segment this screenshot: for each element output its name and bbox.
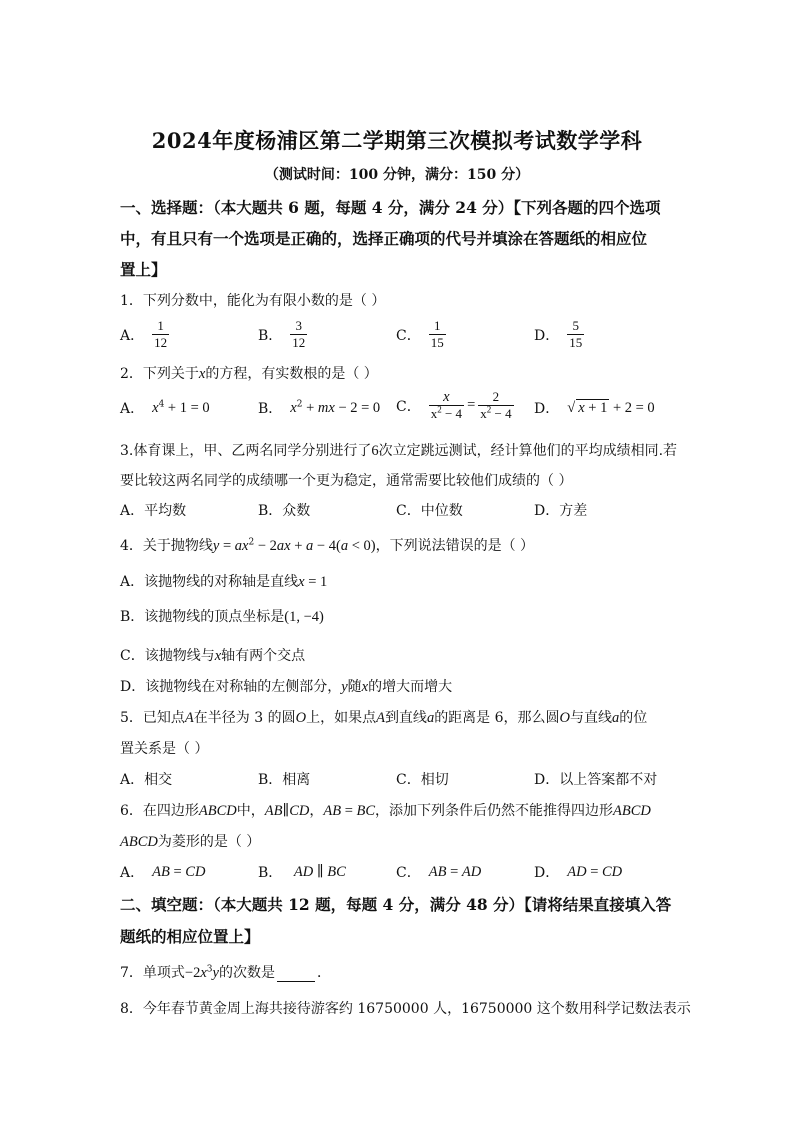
q2-option-c-left-fraction: $\frac{x}{x^2 - 4}$ bbox=[430, 389, 463, 421]
q6-line1: 6．在四边形ABCD中，AB∥CD，AB = BC，添加下列条件后仍然不能推得四边形ABCD bbox=[120, 803, 651, 819]
q6-option-a: A． AB = CD bbox=[120, 863, 206, 881]
q4-stem-part2: ，下列说法错误的是（ ） bbox=[375, 538, 535, 554]
q7-stem-part1: 7．单项式 bbox=[120, 965, 185, 981]
exam-subtitle: （测试时间：100 分钟，满分：150 分） bbox=[264, 167, 530, 183]
q1-option-d bbox=[534, 318, 584, 351]
q3-line1-part1: 3.体育课上，甲、乙两名同学分别进行了 bbox=[120, 443, 372, 459]
q4-option-d-part2: 随 bbox=[347, 679, 362, 695]
exam-title: 2024年度杨浦区第二学期第三次模拟考试数学学科 bbox=[151, 128, 643, 153]
q5-option-d: D．以上答案都不对 bbox=[534, 772, 658, 788]
q4-option-c-part2: 轴有两个交点 bbox=[221, 648, 306, 664]
q1-b-denominator: 12 bbox=[292, 335, 306, 350]
section2-heading-line1: 二、填空题：（本大题共 12 题，每题 4 分，满分 48 分）【请将结果直接填入答 bbox=[120, 895, 672, 914]
q3-line2: 要比较这两名同学的成绩哪一个更为稳定，通常需要比较他们成绩的（ ） bbox=[120, 473, 573, 489]
q3-line1 bbox=[120, 440, 677, 460]
q4-option-c-part1: C．该抛物线与 bbox=[120, 648, 215, 664]
q3-line1-part2: 次立定跳远测试，经计算他们的平均成绩相同.若 bbox=[378, 443, 678, 459]
q2-option-b-formula: $x^2$ + mx − 2 = 0 bbox=[290, 398, 381, 416]
q6-option-d-label: D． bbox=[534, 865, 560, 881]
q3-option-b: B．众数 bbox=[258, 503, 311, 519]
q3-number: 6 bbox=[371, 443, 379, 459]
section2-heading-line2: 题纸的相应位置上】 bbox=[120, 927, 260, 946]
q1-stem: 1．下列分数中，能化为有限小数的是（ ） bbox=[120, 293, 386, 309]
q5-circle-o: O bbox=[295, 710, 307, 726]
q1-a-denominator: 12 bbox=[154, 335, 168, 350]
q2-option-a-label: A． bbox=[120, 401, 145, 417]
q7-answer-blank bbox=[277, 967, 315, 982]
q1-option-b-fraction bbox=[290, 318, 307, 351]
q3-option-a: A．平均数 bbox=[120, 503, 187, 519]
q1-d-numerator: 5 bbox=[572, 318, 579, 333]
section1-heading-line1: 一、选择题：（本大题共 6 题，每题 4 分，满分 24 分）【下列各题的四个选项 bbox=[120, 198, 661, 217]
q1-c-numerator: 1 bbox=[433, 318, 441, 333]
q1-option-b bbox=[258, 318, 307, 351]
q5-text-7: 的位 bbox=[619, 710, 648, 726]
q6-line1-part2: 中， bbox=[236, 803, 265, 819]
q2-option-c: C． $\frac{x}{x^2 - 4}$ = $\frac{2}{x^2 - 4}$ bbox=[396, 389, 512, 421]
q6-line1-part1: 6．在四边形 bbox=[120, 803, 199, 819]
q4-stem-part1: 4．关于抛物线 bbox=[120, 538, 213, 554]
q4-option-c: C．该抛物线与x轴有两个交点 bbox=[120, 648, 306, 664]
q4-option-b: B．该抛物线的顶点坐标是(1, −4) bbox=[120, 609, 324, 625]
q2-option-b-label: B． bbox=[258, 401, 283, 417]
q4-option-a: A．该抛物线的对称轴是直线x = 1 bbox=[120, 574, 328, 590]
q5-point-a: A bbox=[184, 710, 194, 726]
q6-option-c-label: C． bbox=[396, 865, 421, 881]
q4-option-d: D．该抛物线在对称轴的左侧部分，y随x的增大而增大 bbox=[120, 679, 453, 695]
q6-option-c: C． AB = AD bbox=[396, 863, 482, 881]
q5-text-2: 在半径为 3 的圆 bbox=[193, 710, 296, 726]
q1-option-c-label: C． bbox=[396, 327, 421, 344]
q7-stem-part2: 的次数是 bbox=[218, 965, 275, 981]
q5-point-a-2: A bbox=[376, 710, 385, 726]
q5-circle-o-2: O bbox=[559, 710, 571, 726]
q4-option-a-text: A．该抛物线的对称轴是直线 bbox=[120, 574, 299, 590]
q2-option-c-right-fraction: $\frac{2}{x^2 - 4}$ bbox=[480, 389, 512, 421]
q3-option-d: D．方差 bbox=[534, 503, 588, 519]
q1-option-d-label: D． bbox=[534, 327, 560, 344]
q1-b-numerator: 3 bbox=[295, 318, 303, 333]
q1-option-c bbox=[396, 318, 446, 351]
q5-text-4: 到直线 bbox=[384, 710, 427, 726]
q1-option-a-fraction bbox=[152, 318, 169, 351]
q1-c-denominator: 15 bbox=[430, 335, 444, 350]
q4-parabola-formula: $y = ax^2 - 2ax + a - 4(a < 0)$ bbox=[212, 537, 376, 554]
q1-option-a-label: A． bbox=[120, 327, 145, 344]
q5-text-3: 上，如果点 bbox=[306, 710, 377, 726]
q5-option-a: A．相交 bbox=[120, 772, 173, 788]
q6-option-b: B． AD ∥ BC bbox=[258, 863, 346, 881]
q2-option-c-label: C． bbox=[396, 398, 421, 415]
q6-line2: ABCD为菱形的是（ ） bbox=[120, 834, 261, 850]
q2-stem-part1: 2．下列关于 bbox=[120, 366, 199, 382]
q4-option-d-part1: D．该抛物线在对称轴的左侧部分， bbox=[120, 679, 342, 695]
q1-option-b-label: B． bbox=[258, 327, 283, 344]
q5-line-a: a bbox=[426, 710, 435, 726]
section1-heading-line3: 置上】 bbox=[120, 260, 167, 279]
q1-option-d-fraction bbox=[567, 318, 584, 351]
q6-line1-part3: ， bbox=[309, 803, 324, 819]
q5-option-b: B．相离 bbox=[258, 772, 311, 788]
q2-option-d bbox=[534, 398, 655, 418]
q7-monomial: $-2x^3y$ bbox=[184, 964, 219, 981]
section1-heading-line2: 中，有且只有一个选项是正确的，选择正确项的代号并填涂在答题纸的相应位 bbox=[120, 229, 648, 248]
q7-stem-part3: ． bbox=[316, 965, 331, 981]
q2-option-a bbox=[120, 398, 210, 418]
q1-option-a bbox=[120, 318, 169, 351]
q2-option-b bbox=[258, 398, 380, 418]
q5-text-1: 5．已知点 bbox=[120, 710, 185, 726]
q1-option-c-fraction bbox=[429, 318, 446, 351]
q5-line1 bbox=[120, 707, 647, 727]
q5-line-a-2: a bbox=[612, 710, 620, 726]
q7-stem bbox=[120, 962, 331, 982]
q6-line2-text: 为菱形的是（ ） bbox=[157, 834, 261, 850]
q5-text-6: 与直线 bbox=[570, 710, 613, 726]
q1-d-denominator: 15 bbox=[569, 335, 583, 350]
q4-option-b-text: B．该抛物线的顶点坐标是 bbox=[120, 609, 285, 625]
q6-line1-part4: ，添加下列条件后仍然不能推得四边形 bbox=[375, 803, 614, 819]
q5-text-5: 的距离是 6，那么圆 bbox=[434, 710, 560, 726]
q1-a-numerator: 1 bbox=[157, 318, 164, 333]
q2-option-a-formula: $x^4 + 1 = 0$ bbox=[152, 398, 210, 416]
q4-stem bbox=[120, 535, 534, 555]
q2-variable: x bbox=[198, 366, 206, 382]
q6-option-d: D． AD = CD bbox=[534, 863, 623, 881]
q2-option-d-formula: √ x + 1 + 2 = 0 bbox=[567, 400, 655, 416]
q5-option-c: C．相切 bbox=[396, 772, 449, 788]
q2-stem-part2: 的方程，有实数根的是（ ） bbox=[205, 366, 378, 382]
q2-stem bbox=[120, 363, 378, 383]
q4-option-d-part3: 的增大而增大 bbox=[368, 679, 453, 695]
q6-option-a-label: A． bbox=[120, 865, 145, 881]
q5-line2: 置关系是（ ） bbox=[120, 741, 209, 757]
q2-option-d-label: D． bbox=[534, 401, 560, 417]
q6-option-b-label: B． bbox=[258, 865, 283, 881]
q8-stem: 8．今年春节黄金周上海共接待游客约 16750000 人，16750000 这个数用科学记数法表示 bbox=[120, 1001, 691, 1017]
q3-option-c: C．中位数 bbox=[396, 503, 463, 519]
